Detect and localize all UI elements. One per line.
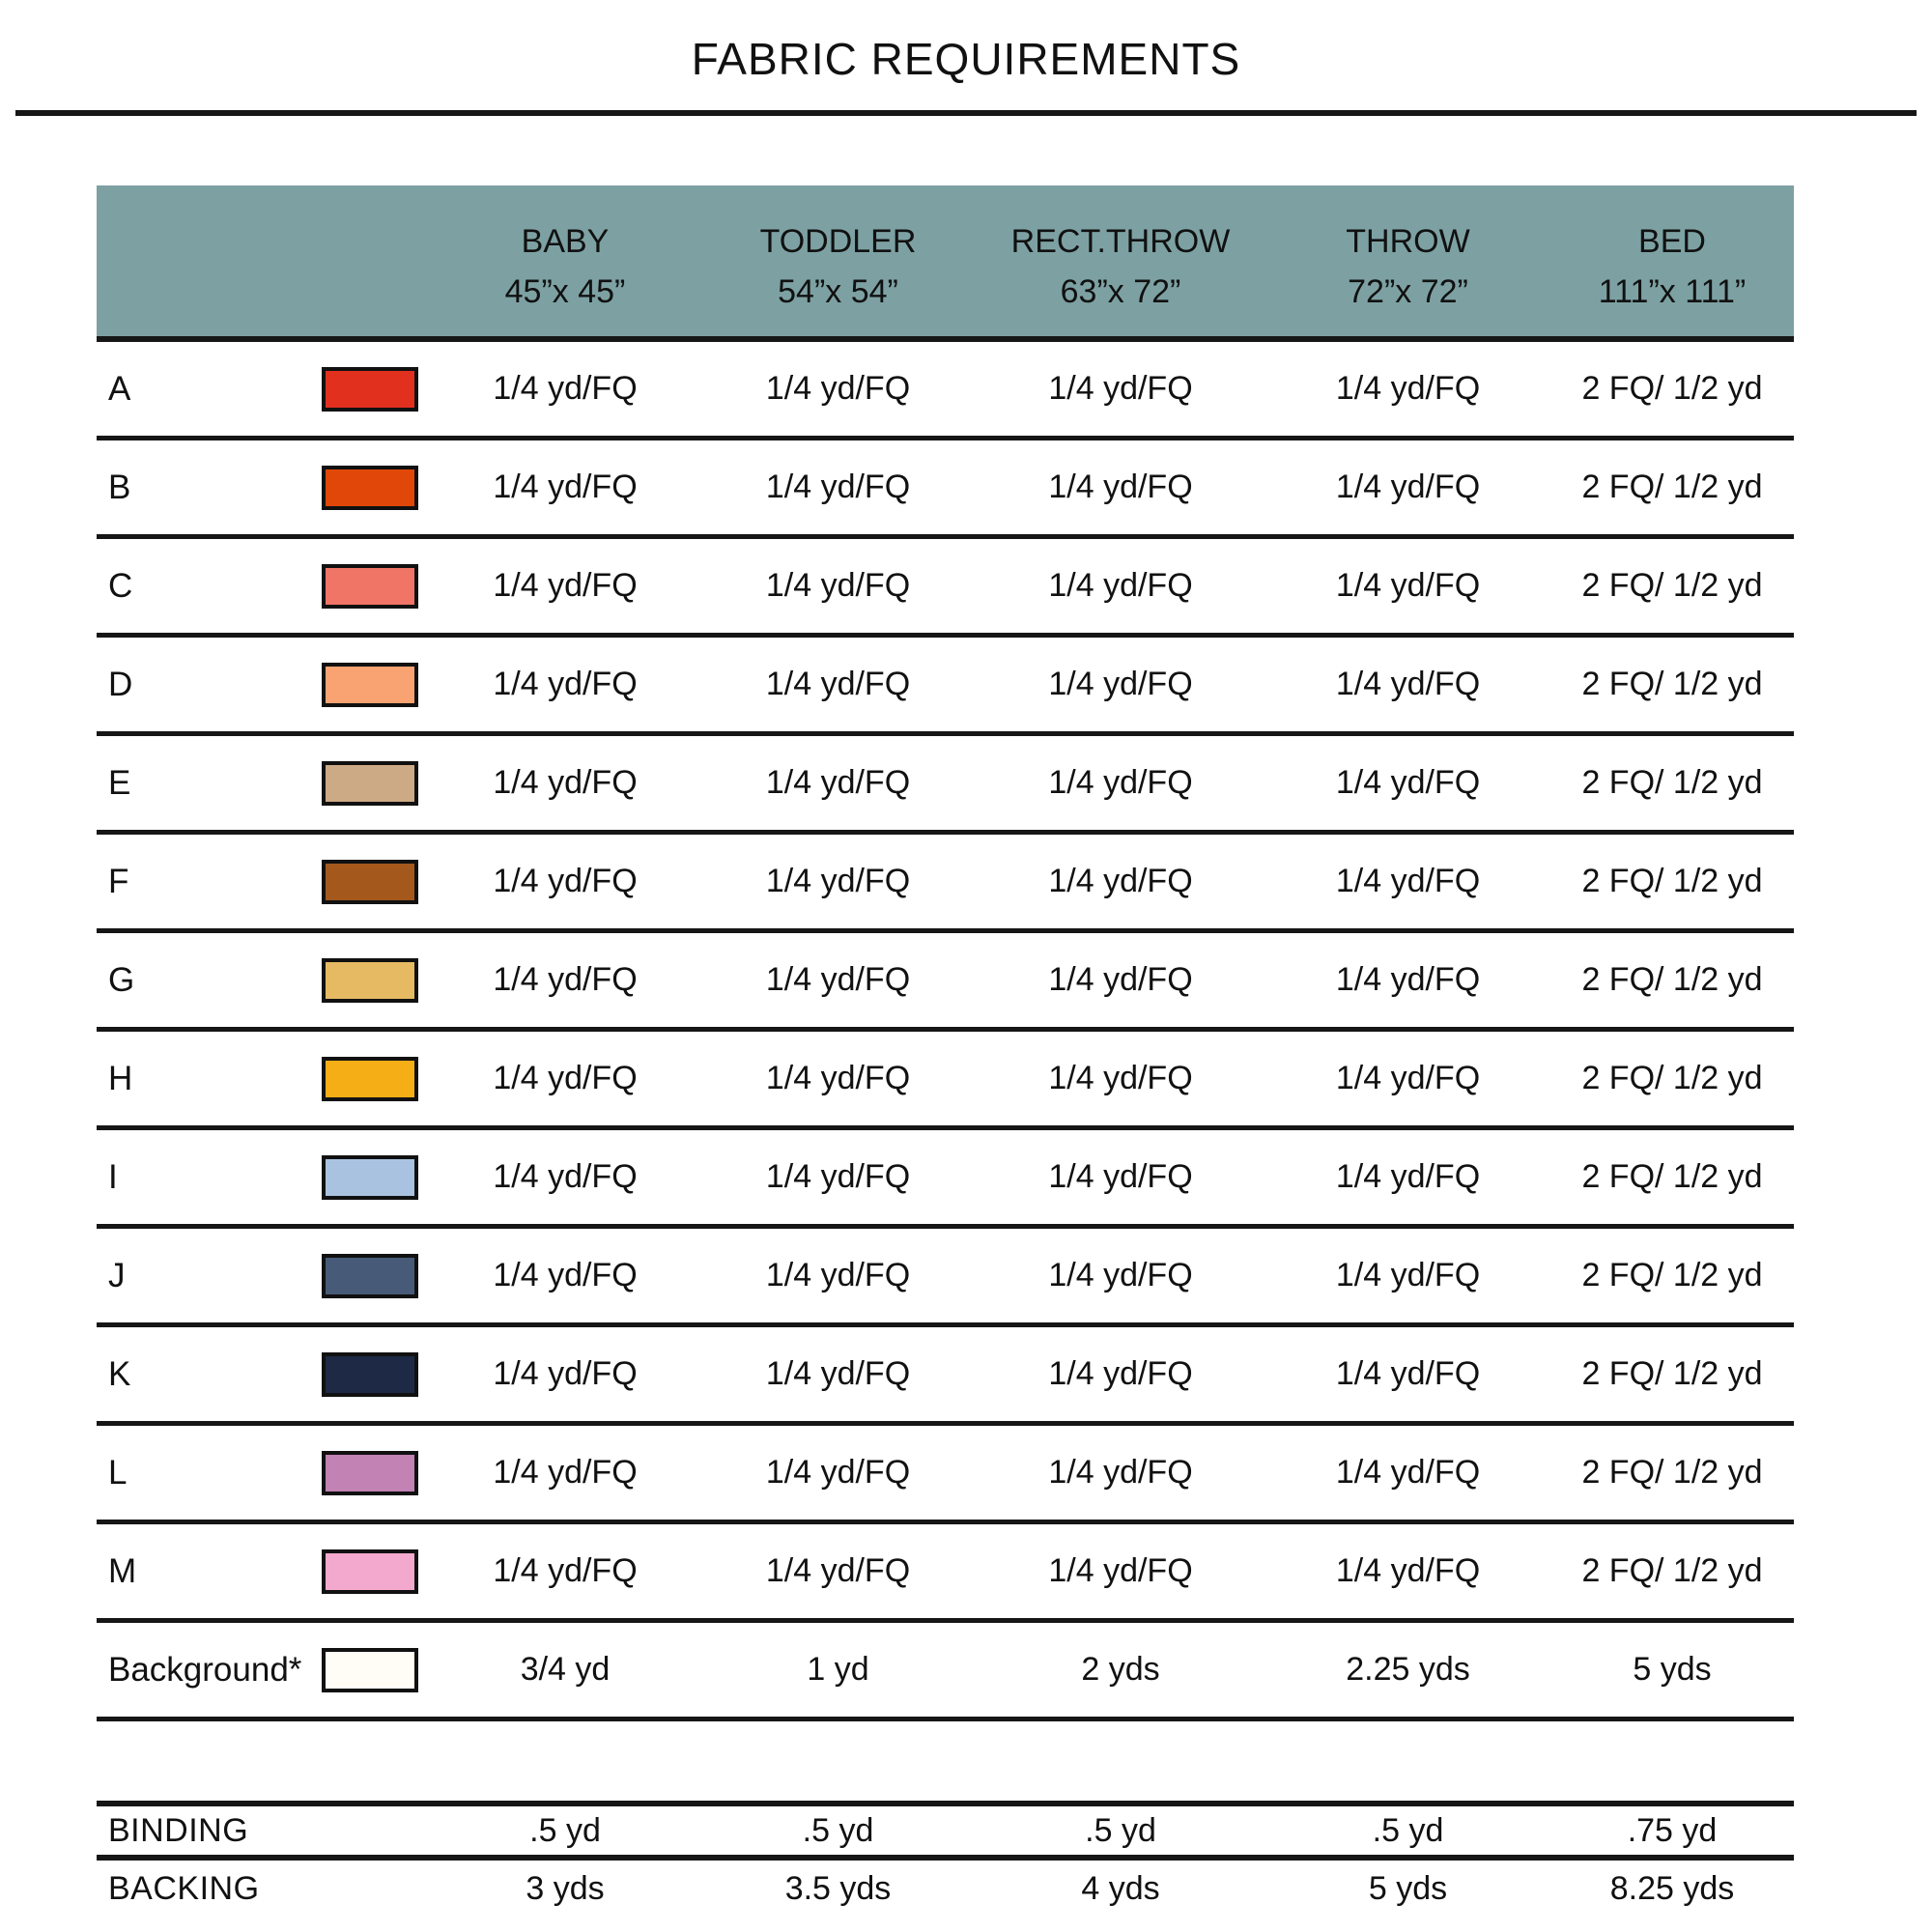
fabric-row-label: H: [108, 1059, 133, 1097]
cell-value: 5 yds: [1633, 1651, 1712, 1688]
cell-value: 1/4 yd/FQ: [1048, 370, 1193, 407]
footer-row-label: BINDING: [108, 1811, 249, 1849]
fabric-row-label: J: [108, 1256, 126, 1294]
column-size: 63”x 72”: [1060, 273, 1181, 310]
color-swatch: [322, 1155, 418, 1200]
footer-row-label: BACKING: [108, 1869, 260, 1907]
swatch-cell: [322, 1254, 430, 1298]
cell-value: 1/4 yd/FQ: [765, 469, 911, 505]
cell-value: 1/4 yd/FQ: [1335, 567, 1481, 604]
cell-value: 2 FQ/ 1/2 yd: [1581, 370, 1763, 407]
cell-value: 1/4 yd/FQ: [493, 961, 638, 998]
footer-row: [97, 1861, 1794, 1917]
cell-value: 1/4 yd/FQ: [493, 1355, 638, 1392]
swatch-cell: [322, 466, 430, 510]
color-swatch: [322, 761, 418, 806]
cell-value: 1/4 yd/FQ: [765, 1257, 911, 1293]
swatch-cell: [322, 1648, 430, 1692]
color-swatch: [322, 1254, 418, 1298]
fabric-row: [97, 1032, 1794, 1130]
cell-value: .5 yd: [802, 1811, 874, 1849]
cell-value: 2 FQ/ 1/2 yd: [1581, 1060, 1763, 1096]
fabric-row-label: K: [108, 1354, 131, 1393]
fabric-row: [97, 835, 1794, 933]
column-header: [1550, 216, 1794, 317]
cell-value: 3/4 yd: [520, 1651, 611, 1688]
cell-value: 1/4 yd/FQ: [493, 370, 638, 407]
cell-value: 2 FQ/ 1/2 yd: [1581, 764, 1763, 801]
fabric-rows-section: [97, 342, 1794, 1721]
cell-value: 1/4 yd/FQ: [765, 370, 911, 407]
cell-value: 1/4 yd/FQ: [493, 1552, 638, 1589]
color-swatch: [322, 663, 418, 707]
swatch-cell: [322, 1451, 430, 1495]
cell-value: 3.5 yds: [784, 1869, 892, 1907]
cell-value: 1/4 yd/FQ: [765, 1355, 911, 1392]
cell-value: 1/4 yd/FQ: [1335, 1060, 1481, 1096]
cell-value: 1/4 yd/FQ: [1335, 666, 1481, 702]
fabric-row: [97, 1229, 1794, 1327]
column-header: [430, 216, 700, 317]
color-swatch: [322, 1352, 418, 1397]
swatch-cell: [322, 564, 430, 609]
cell-value: 1/4 yd/FQ: [765, 1060, 911, 1096]
fabric-row: [97, 1623, 1794, 1721]
cell-value: 2 FQ/ 1/2 yd: [1581, 863, 1763, 899]
color-swatch: [322, 1549, 418, 1594]
column-name: TODDLER: [759, 223, 917, 260]
fabric-row: [97, 1327, 1794, 1426]
cell-value: 5 yds: [1368, 1869, 1448, 1907]
color-swatch: [322, 958, 418, 1003]
cell-value: 1/4 yd/FQ: [1048, 666, 1193, 702]
cell-value: 1/4 yd/FQ: [493, 1158, 638, 1195]
fabric-row: [97, 539, 1794, 638]
color-swatch: [322, 1451, 418, 1495]
fabric-row-label: D: [108, 665, 133, 703]
cell-value: 2 FQ/ 1/2 yd: [1581, 961, 1763, 998]
cell-value: 1/4 yd/FQ: [493, 863, 638, 899]
cell-value: 2 FQ/ 1/2 yd: [1581, 1552, 1763, 1589]
fabric-row-label: B: [108, 468, 131, 506]
fabric-row: [97, 638, 1794, 736]
color-swatch: [322, 1057, 418, 1101]
cell-value: 1/4 yd/FQ: [1048, 1552, 1193, 1589]
fabric-row: [97, 933, 1794, 1032]
cell-value: 2 FQ/ 1/2 yd: [1581, 1355, 1763, 1392]
title-rule: [15, 110, 1917, 116]
cell-value: 8.25 yds: [1609, 1869, 1735, 1907]
column-name: RECT.THROW: [1010, 223, 1231, 260]
cell-value: 2 FQ/ 1/2 yd: [1581, 567, 1763, 604]
column-name: BED: [1638, 223, 1706, 260]
swatch-cell: [322, 1352, 430, 1397]
cell-value: .5 yd: [529, 1811, 601, 1849]
cell-value: 2 FQ/ 1/2 yd: [1581, 1257, 1763, 1293]
table-header-row: [97, 185, 1794, 342]
cell-value: 1/4 yd/FQ: [1048, 1257, 1193, 1293]
color-swatch: [322, 564, 418, 609]
cell-value: 2 FQ/ 1/2 yd: [1581, 1158, 1763, 1195]
fabric-row-label: F: [108, 862, 129, 900]
page-title: FABRIC REQUIREMENTS: [691, 34, 1241, 84]
cell-value: 1/4 yd/FQ: [1335, 1552, 1481, 1589]
cell-value: 1/4 yd/FQ: [493, 1257, 638, 1293]
fabric-row-label: A: [108, 369, 131, 408]
swatch-cell: [322, 663, 430, 707]
cell-value: 1/4 yd/FQ: [765, 1454, 911, 1491]
cell-value: 1/4 yd/FQ: [1048, 1060, 1193, 1096]
fabric-row: [97, 1130, 1794, 1229]
color-swatch: [322, 860, 418, 904]
cell-value: 3 yds: [526, 1869, 605, 1907]
fabric-row: [97, 440, 1794, 539]
cell-value: 1/4 yd/FQ: [765, 1158, 911, 1195]
cell-value: 1/4 yd/FQ: [1335, 764, 1481, 801]
cell-value: 1/4 yd/FQ: [1335, 370, 1481, 407]
column-header: [976, 216, 1265, 317]
cell-value: 1/4 yd/FQ: [1335, 1355, 1481, 1392]
cell-value: 1/4 yd/FQ: [1048, 764, 1193, 801]
column-name: BABY: [521, 223, 610, 260]
cell-value: 2 yds: [1081, 1651, 1160, 1688]
footer-row: [97, 1806, 1794, 1861]
cell-value: 1/4 yd/FQ: [765, 863, 911, 899]
cell-value: 1/4 yd/FQ: [1335, 469, 1481, 505]
cell-value: 1/4 yd/FQ: [1048, 961, 1193, 998]
cell-value: 2 FQ/ 1/2 yd: [1581, 666, 1763, 702]
cell-value: .5 yd: [1372, 1811, 1444, 1849]
fabric-row-label: C: [108, 566, 133, 605]
column-size: 111”x 111”: [1598, 273, 1747, 310]
cell-value: 1/4 yd/FQ: [765, 1552, 911, 1589]
cell-value: 1/4 yd/FQ: [765, 961, 911, 998]
cell-value: 1/4 yd/FQ: [1048, 469, 1193, 505]
cell-value: 1/4 yd/FQ: [765, 666, 911, 702]
cell-value: 1/4 yd/FQ: [765, 764, 911, 801]
swatch-cell: [322, 958, 430, 1003]
fabric-row: [97, 1524, 1794, 1623]
swatch-cell: [322, 761, 430, 806]
cell-value: 1/4 yd/FQ: [493, 567, 638, 604]
cell-value: 1/4 yd/FQ: [1335, 1257, 1481, 1293]
column-size: 54”x 54”: [778, 273, 898, 310]
cell-value: 1/4 yd/FQ: [1048, 863, 1193, 899]
cell-value: 1/4 yd/FQ: [493, 666, 638, 702]
cell-value: 1/4 yd/FQ: [493, 469, 638, 505]
cell-value: 1/4 yd/FQ: [1335, 961, 1481, 998]
fabric-row: [97, 1426, 1794, 1524]
swatch-cell: [322, 367, 430, 412]
cell-value: 1/4 yd/FQ: [1335, 1454, 1481, 1491]
cell-value: 1/4 yd/FQ: [1335, 1158, 1481, 1195]
swatch-cell: [322, 860, 430, 904]
fabric-row-label: Background*: [108, 1650, 302, 1689]
fabric-requirements-table: [97, 185, 1794, 1917]
swatch-cell: [322, 1549, 430, 1594]
cell-value: 2 FQ/ 1/2 yd: [1581, 1454, 1763, 1491]
footer-section: [97, 1801, 1794, 1917]
cell-value: 2 FQ/ 1/2 yd: [1581, 469, 1763, 505]
cell-value: 1/4 yd/FQ: [1048, 1454, 1193, 1491]
cell-value: 1/4 yd/FQ: [493, 1454, 638, 1491]
fabric-row-label: G: [108, 960, 135, 999]
color-swatch: [322, 1648, 418, 1692]
cell-value: 2.25 yds: [1346, 1651, 1470, 1688]
fabric-row: [97, 342, 1794, 440]
color-swatch: [322, 367, 418, 412]
fabric-row-label: L: [108, 1453, 128, 1492]
swatch-cell: [322, 1057, 430, 1101]
fabric-row-label: M: [108, 1551, 137, 1590]
cell-value: .75 yd: [1627, 1811, 1718, 1849]
cell-value: 1/4 yd/FQ: [493, 1060, 638, 1096]
cell-value: .5 yd: [1085, 1811, 1156, 1849]
fabric-row-label: E: [108, 763, 131, 802]
column-name: THROW: [1346, 223, 1470, 260]
color-swatch: [322, 466, 418, 510]
cell-value: 1/4 yd/FQ: [1048, 567, 1193, 604]
cell-value: 4 yds: [1081, 1869, 1160, 1907]
column-header: [700, 216, 976, 317]
cell-value: 1/4 yd/FQ: [1048, 1158, 1193, 1195]
cell-value: 1/4 yd/FQ: [1048, 1355, 1193, 1392]
column-size: 72”x 72”: [1348, 273, 1468, 310]
cell-value: 1/4 yd/FQ: [1335, 863, 1481, 899]
column-header: [1265, 216, 1550, 317]
swatch-cell: [322, 1155, 430, 1200]
fabric-row-label: I: [108, 1157, 118, 1196]
fabric-row: [97, 736, 1794, 835]
cell-value: 1/4 yd/FQ: [493, 764, 638, 801]
column-size: 45”x 45”: [504, 273, 626, 310]
cell-value: 1 yd: [807, 1651, 869, 1688]
cell-value: 1/4 yd/FQ: [765, 567, 911, 604]
